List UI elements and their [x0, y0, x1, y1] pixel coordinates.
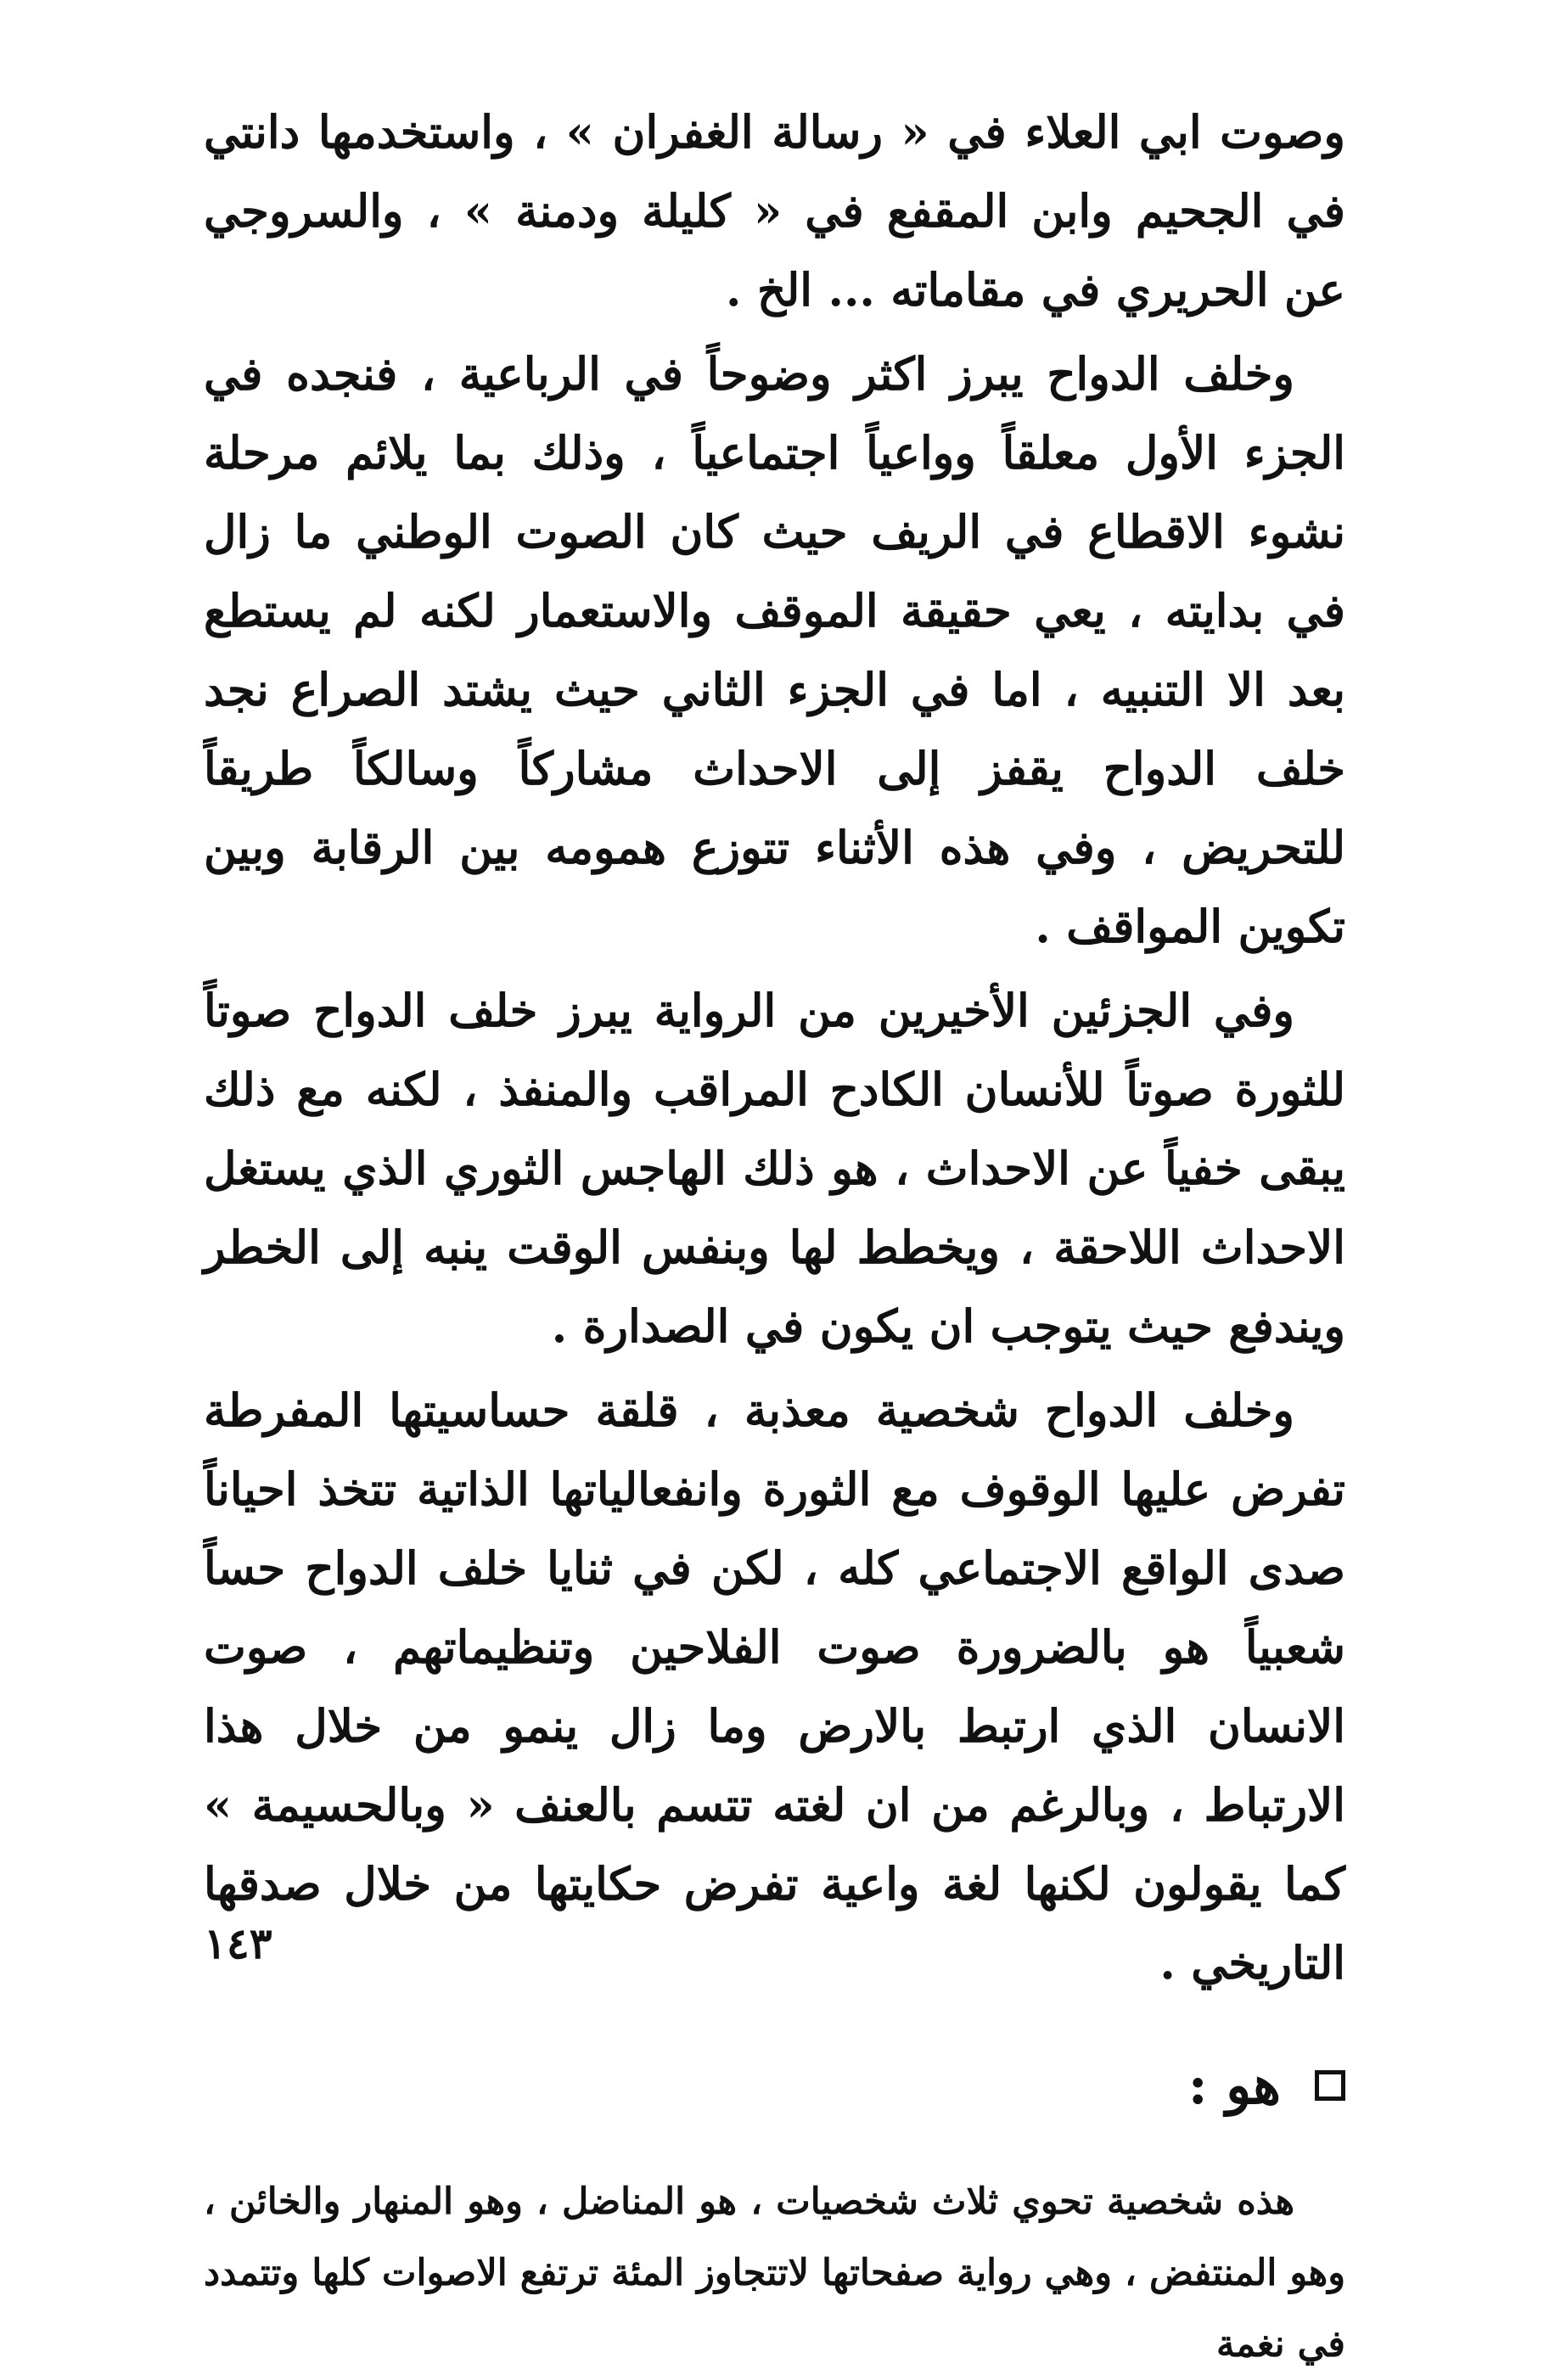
paragraph-4: وخلف الدواح شخصية معذبة ، قلقة حساسيتها المفرطة تفرض عليها الوقوف مع الثورة وانفعالياتها الذاتية تتخذ احياناً صدى الواقع الاجتماعي كله ، لكن في ثنايا خلف الدواح حساً شعبياً هو بالضرورة صوت الفلاحين وتنظيماتهم ، صوت الانسان الذي ارتبط بالارض وما زال ينمو من خلال هذا الارتباط ، وبالرغم من ان لغته تتسم بالعنف « وبالحسيمة » كما يقولون لكنها لغة واعية تفرض حكايتها من خلال صدقها التاريخي .	[204, 1384, 1345, 1990]
paragraph-2: وخلف الدواح يبرز اكثر وضوحاً في الرباعية ، فنجده في الجزء الأول معلقاً وواعياً اجتماعياً ، وذلك بما يلائم مرحلة نشوء الاقطاع في الريف حيث كان الصوت الوطني ما زال في بدايته ، يعي حقيقة الموقف والاستعمار لكنه لم يستطع بعد الا التنبيه ، اما في الجزء الثاني حيث يشتد الصراع نجد خلف الدواح يقفز إلى الاحداث مشاركاً وسالكاً طريقاً للتحريض ، وفي هذه الأثناء تتوزع همومه بين الرقابة وبين تكوين المواقف .	[204, 348, 1345, 953]
paragraph-1: وصوت ابي العلاء في « رسالة الغفران » ، واستخدمها دانتي في الجحيم وابن المقفع في « كليلة ودمنة » ، والسروجي عن الحريري في مقاماته ... الخ .	[204, 106, 1345, 317]
empty-square-icon	[1315, 2070, 1345, 2101]
paragraph-after-section: هذه شخصية تحوي ثلاث شخصيات ، هو المناضل ، وهو المنهار والخائن ، وهو المنتفض ، وهي رواية صفحاتها لاتتجاوز المئة ترتفع الاصوات كلها وتتمدد في نغمة	[204, 2181, 1345, 2366]
section-title: هو :	[1187, 2054, 1281, 2116]
page-number: ١٤٣	[204, 1918, 272, 1968]
document-page	[204, 93, 1345, 2366]
section-heading	[204, 2047, 1345, 2124]
paragraph-3: وفي الجزئين الأخيرين من الرواية يبرز خلف الدواح صوتاً للثورة صوتاً للأنسان الكادح المراقب والمنفذ ، لكنه مع ذلك يبقى خفياً عن الاحداث ، هو ذلك الهاجس الثوري الذي يستغل الاحداث اللاحقة ، ويخطط لها وبنفس الوقت ينبه إلى الخطر ويندفع حيث يتوجب ان يكون في الصدارة .	[204, 985, 1345, 1353]
